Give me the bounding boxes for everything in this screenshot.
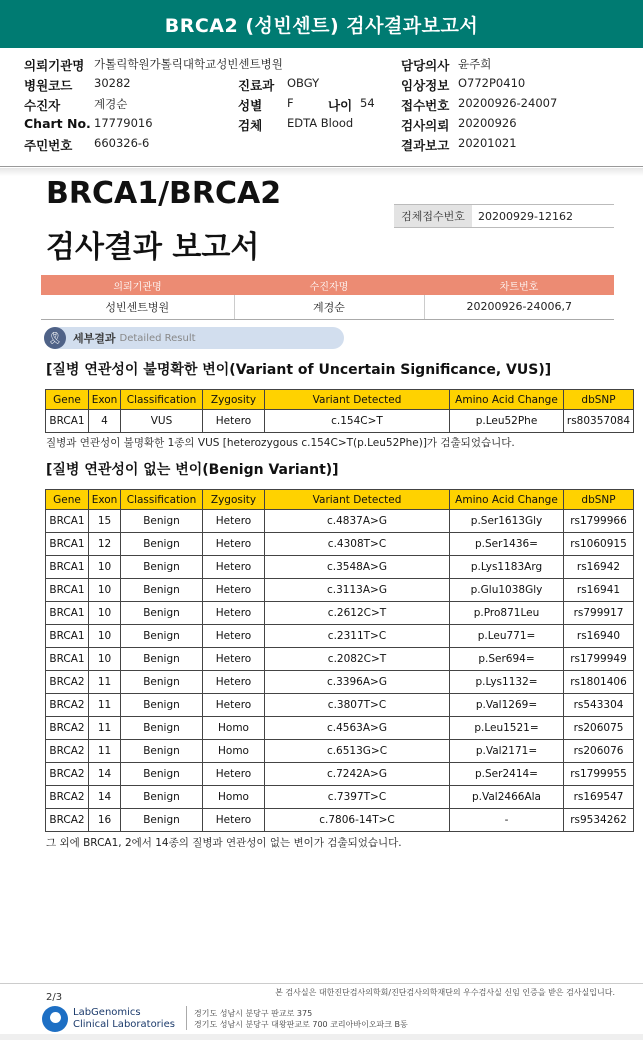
cell-variant: c.3807T>C xyxy=(265,694,450,717)
info-value: 17779016 xyxy=(94,116,153,130)
table-row xyxy=(46,556,634,579)
cell-zygosity: Hetero xyxy=(203,410,265,433)
cell-zygosity: Hetero xyxy=(203,671,265,694)
cell-gene: BRCA2 xyxy=(46,717,89,740)
cell-zygosity: Homo xyxy=(203,717,265,740)
cell-zygosity: Hetero xyxy=(203,763,265,786)
table-row xyxy=(46,809,634,832)
table-row xyxy=(46,648,634,671)
labgenomics-logo-icon xyxy=(42,1006,68,1032)
cell-classification: Benign xyxy=(121,579,203,602)
cell-exon: 10 xyxy=(89,556,121,579)
page-break-shadow xyxy=(0,168,643,176)
info-value: 54 xyxy=(360,96,375,110)
table-row xyxy=(46,510,634,533)
info-label: 나이 xyxy=(328,98,353,113)
info-label: 병원코드 xyxy=(24,78,73,93)
column-header: Classification xyxy=(121,390,203,410)
info-label: 임상정보 xyxy=(401,78,450,93)
column-header: dbSNP xyxy=(564,490,634,510)
cell-classification: Benign xyxy=(121,602,203,625)
table-row xyxy=(46,786,634,809)
cell-exon: 10 xyxy=(89,648,121,671)
table-row xyxy=(46,671,634,694)
column-header: Amino Acid Change xyxy=(450,490,564,510)
cell-dbsnp: rs169547 xyxy=(564,786,634,809)
cell-variant: c.7806-14T>C xyxy=(265,809,450,832)
info-label: 주민번호 xyxy=(24,138,73,153)
cell-variant: c.154C>T xyxy=(265,410,450,433)
footer-divider xyxy=(0,983,643,984)
cell-amino-acid: p.Lys1132= xyxy=(450,671,564,694)
hospital-table-header: 수진자명 xyxy=(234,275,424,295)
address-line2: 경기도 성남시 분당구 대왕판교로 700 코리아바이오파크 B동 xyxy=(194,1020,408,1029)
cell-dbsnp: rs799917 xyxy=(564,602,634,625)
cell-variant: c.2612C>T xyxy=(265,602,450,625)
cell-classification: Benign xyxy=(121,809,203,832)
cell-variant: c.3548A>G xyxy=(265,556,450,579)
cell-amino-acid: p.Ser2414= xyxy=(450,763,564,786)
info-value: 20201021 xyxy=(458,136,517,150)
cell-classification: Benign xyxy=(121,625,203,648)
column-header: dbSNP xyxy=(564,390,634,410)
cell-classification: Benign xyxy=(121,648,203,671)
cell-exon: 14 xyxy=(89,763,121,786)
vus-table xyxy=(45,389,634,433)
cell-classification: Benign xyxy=(121,740,203,763)
lab-name-line1: LabGenomics xyxy=(73,1007,141,1018)
cell-variant: c.6513G>C xyxy=(265,740,450,763)
hospital-table-header: 의뢰기관명 xyxy=(41,275,234,295)
hospital-table xyxy=(41,275,614,320)
cell-amino-acid: p.Val1269= xyxy=(450,694,564,717)
hospital-table-cell: 성빈센트병원 xyxy=(41,295,234,319)
table-row xyxy=(46,533,634,556)
info-label: 결과보고 xyxy=(401,138,450,153)
cell-variant: c.2311T>C xyxy=(265,625,450,648)
column-header: Variant Detected xyxy=(265,390,450,410)
cell-classification: VUS xyxy=(121,410,203,433)
info-value: 30282 xyxy=(94,76,131,90)
hospital-table-cell: 20200926-24006,7 xyxy=(424,295,614,319)
column-header: Gene xyxy=(46,490,89,510)
cell-gene: BRCA2 xyxy=(46,809,89,832)
info-label: Chart No. xyxy=(24,116,91,131)
cell-amino-acid: - xyxy=(450,809,564,832)
cell-zygosity: Hetero xyxy=(203,694,265,717)
cell-zygosity: Hetero xyxy=(203,579,265,602)
cell-exon: 12 xyxy=(89,533,121,556)
info-value: 20200926-24007 xyxy=(458,96,558,110)
cell-dbsnp: rs543304 xyxy=(564,694,634,717)
column-header: Variant Detected xyxy=(265,490,450,510)
hospital-table-header: 차트번호 xyxy=(424,275,614,295)
benign-note: 그 외에 BRCA1, 2에서 14종의 질병과 연관성이 없는 변이가 검출되었습니다. xyxy=(46,837,402,849)
cell-exon: 14 xyxy=(89,786,121,809)
cell-gene: BRCA1 xyxy=(46,648,89,671)
info-label: 의뢰기관명 xyxy=(24,58,85,73)
column-header: Gene xyxy=(46,390,89,410)
table-row xyxy=(46,579,634,602)
info-label: 진료과 xyxy=(238,78,275,93)
patient-info xyxy=(0,52,643,164)
cell-exon: 10 xyxy=(89,625,121,648)
detail-result-subtitle: Detailed Result xyxy=(119,332,196,344)
info-label: 성별 xyxy=(238,98,263,113)
cell-classification: Benign xyxy=(121,533,203,556)
hospital-table-cell: 계경순 xyxy=(234,295,424,319)
cell-classification: Benign xyxy=(121,510,203,533)
cell-gene: BRCA1 xyxy=(46,556,89,579)
cell-gene: BRCA1 xyxy=(46,579,89,602)
info-label: 검사의뢰 xyxy=(401,118,450,133)
cell-gene: BRCA1 xyxy=(46,410,89,433)
cell-zygosity: Hetero xyxy=(203,648,265,671)
report-header-bar xyxy=(0,0,643,48)
cell-dbsnp: rs1799966 xyxy=(564,510,634,533)
cell-exon: 11 xyxy=(89,671,121,694)
cell-amino-acid: p.Ser1436= xyxy=(450,533,564,556)
cell-variant: c.4837A>G xyxy=(265,510,450,533)
cell-amino-acid: p.Ser1613Gly xyxy=(450,510,564,533)
column-header: Exon xyxy=(89,490,121,510)
cell-zygosity: Hetero xyxy=(203,625,265,648)
cell-gene: BRCA2 xyxy=(46,694,89,717)
cell-dbsnp: rs1801406 xyxy=(564,671,634,694)
cell-amino-acid: p.Lys1183Arg xyxy=(450,556,564,579)
info-label: 접수번호 xyxy=(401,98,450,113)
lab-name-line2: Clinical Laboratories xyxy=(73,1019,175,1030)
info-label: 담당의사 xyxy=(401,58,450,73)
cell-dbsnp: rs16942 xyxy=(564,556,634,579)
column-header: Zygosity xyxy=(203,390,265,410)
detail-result-title: 세부결과 xyxy=(73,332,116,345)
benign-heading: [질병 연관성이 없는 변이(Benign Variant)] xyxy=(46,462,339,478)
cell-dbsnp: rs206076 xyxy=(564,740,634,763)
vus-note: 질병과 연관성이 불명확한 1종의 VUS [heterozygous c.154C>T(p.Leu52Phe)]가 검출되었습니다. xyxy=(46,437,515,449)
info-value: F xyxy=(287,96,294,110)
table-row xyxy=(46,625,634,648)
specimen-number-value: 20200929-12162 xyxy=(478,209,573,223)
cell-exon: 15 xyxy=(89,510,121,533)
column-header: Zygosity xyxy=(203,490,265,510)
cell-gene: BRCA2 xyxy=(46,786,89,809)
cell-dbsnp: rs206075 xyxy=(564,717,634,740)
info-label: 검체 xyxy=(238,118,263,133)
table-row xyxy=(46,740,634,763)
cell-zygosity: Hetero xyxy=(203,809,265,832)
cell-amino-acid: p.Pro871Leu xyxy=(450,602,564,625)
cell-zygosity: Homo xyxy=(203,786,265,809)
info-value: 윤주희 xyxy=(458,57,492,71)
cell-gene: BRCA2 xyxy=(46,763,89,786)
info-value: 20200926 xyxy=(458,116,517,130)
cell-dbsnp: rs1799955 xyxy=(564,763,634,786)
column-header: Exon xyxy=(89,390,121,410)
report-title-line1: BRCA1/BRCA2 xyxy=(46,176,282,211)
cell-dbsnp: rs80357084 xyxy=(564,410,634,433)
cell-gene: BRCA2 xyxy=(46,671,89,694)
cell-amino-acid: p.Val2171= xyxy=(450,740,564,763)
cell-classification: Benign xyxy=(121,786,203,809)
cell-exon: 10 xyxy=(89,602,121,625)
cell-exon: 11 xyxy=(89,740,121,763)
table-row xyxy=(46,602,634,625)
table-row xyxy=(46,694,634,717)
cell-exon: 11 xyxy=(89,694,121,717)
ribbon-icon: 🎗︎ xyxy=(44,327,66,349)
cell-variant: c.2082C>T xyxy=(265,648,450,671)
column-header: Classification xyxy=(121,490,203,510)
footer-separator xyxy=(186,1006,187,1030)
cell-variant: c.3113A>G xyxy=(265,579,450,602)
info-value: EDTA Blood xyxy=(287,116,354,130)
cell-exon: 16 xyxy=(89,809,121,832)
cell-zygosity: Hetero xyxy=(203,533,265,556)
cell-gene: BRCA1 xyxy=(46,625,89,648)
cell-amino-acid: p.Glu1038Gly xyxy=(450,579,564,602)
cell-dbsnp: rs1060915 xyxy=(564,533,634,556)
vus-heading: [질병 연관성이 불명확한 변이(Variant of Uncertain Significance, VUS)] xyxy=(46,362,552,378)
cell-zygosity: Hetero xyxy=(203,510,265,533)
table-row xyxy=(46,717,634,740)
info-value: 가톨릭학원가톨릭대학교성빈센트병원 xyxy=(94,57,283,71)
cell-classification: Benign xyxy=(121,717,203,740)
cell-amino-acid: p.Leu1521= xyxy=(450,717,564,740)
cell-exon: 11 xyxy=(89,717,121,740)
cell-exon: 4 xyxy=(89,410,121,433)
report-header-title: BRCA2 (성빈센트) 검사결과보고서 xyxy=(164,14,479,37)
table-row xyxy=(46,763,634,786)
cell-classification: Benign xyxy=(121,763,203,786)
info-label: 수진자 xyxy=(24,98,61,113)
cell-classification: Benign xyxy=(121,694,203,717)
cell-variant: c.3396A>G xyxy=(265,671,450,694)
info-value: 660326-6 xyxy=(94,136,150,150)
certification-text: 본 검사실은 대한진단검사의학회/진단검사의학재단의 우수검사실 신임 인증을 받은 검사실입니다. xyxy=(275,988,615,997)
cell-variant: c.7397T>C xyxy=(265,786,450,809)
cell-gene: BRCA2 xyxy=(46,740,89,763)
cell-exon: 10 xyxy=(89,579,121,602)
report-title-line2: 검사결과 보고서 xyxy=(46,230,260,265)
cell-dbsnp: rs1799949 xyxy=(564,648,634,671)
cell-amino-acid: p.Leu52Phe xyxy=(450,410,564,433)
cell-variant: c.4563A>G xyxy=(265,717,450,740)
specimen-number-label: 검체접수번호 xyxy=(394,205,472,227)
cell-classification: Benign xyxy=(121,671,203,694)
cell-variant: c.4308T>C xyxy=(265,533,450,556)
bottom-band xyxy=(0,1034,643,1040)
cell-zygosity: Homo xyxy=(203,740,265,763)
detail-result-pill xyxy=(44,327,344,349)
cell-dbsnp: rs16941 xyxy=(564,579,634,602)
cell-classification: Benign xyxy=(121,556,203,579)
info-value: O772P0410 xyxy=(458,76,526,90)
info-value: 계경순 xyxy=(94,97,128,111)
cell-zygosity: Hetero xyxy=(203,602,265,625)
cell-dbsnp: rs16940 xyxy=(564,625,634,648)
cell-amino-acid: p.Ser694= xyxy=(450,648,564,671)
info-divider xyxy=(0,166,643,167)
column-header: Amino Acid Change xyxy=(450,390,564,410)
benign-table xyxy=(45,489,634,832)
cell-amino-acid: p.Leu771= xyxy=(450,625,564,648)
cell-gene: BRCA1 xyxy=(46,533,89,556)
page-number: 2/3 xyxy=(46,992,63,1003)
cell-variant: c.7242A>G xyxy=(265,763,450,786)
cell-zygosity: Hetero xyxy=(203,556,265,579)
cell-gene: BRCA1 xyxy=(46,602,89,625)
address-line1: 경기도 성남시 분당구 판교로 375 xyxy=(194,1009,313,1018)
cell-gene: BRCA1 xyxy=(46,510,89,533)
info-value: OBGY xyxy=(287,76,320,90)
specimen-number-box xyxy=(394,204,614,228)
cell-amino-acid: p.Val2466Ala xyxy=(450,786,564,809)
table-row xyxy=(46,410,634,433)
cell-dbsnp: rs9534262 xyxy=(564,809,634,832)
